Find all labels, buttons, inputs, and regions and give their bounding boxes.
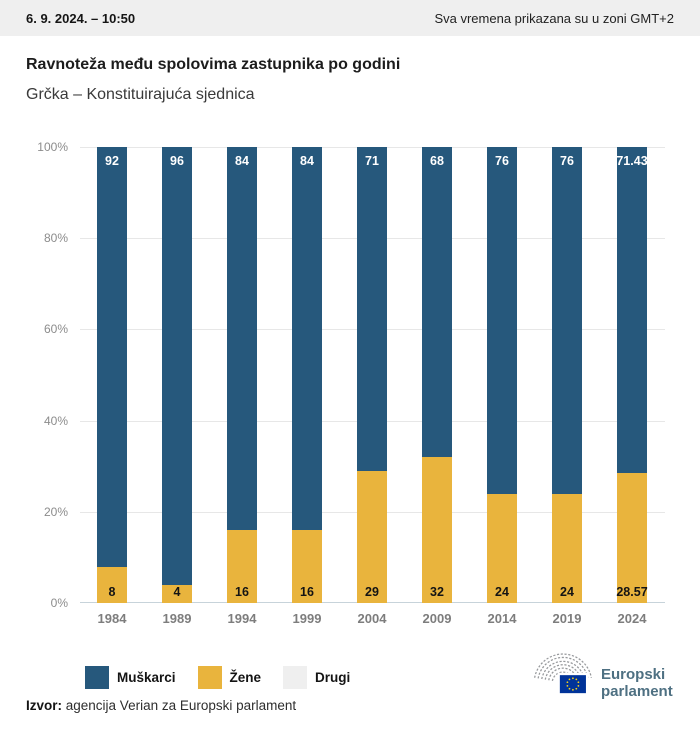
women-value-label: 4 [173, 585, 181, 599]
y-tick-label: 60% [43, 322, 68, 336]
bar-2009[interactable] [422, 147, 452, 603]
y-tick-label: 40% [43, 414, 68, 428]
source-label: Izvor: [26, 698, 63, 713]
women-value-label: 32 [430, 585, 444, 599]
legend-label-muskarci: Muškarci [117, 670, 176, 685]
women-value-label: 29 [365, 585, 379, 599]
y-tick-label: 20% [43, 505, 68, 519]
men-value-label: 96 [170, 154, 184, 168]
chart-subtitle: Grčka – Konstituirajuća sjednica [26, 86, 255, 103]
european-parliament-logo [527, 650, 692, 714]
legend-item-drugi[interactable] [283, 666, 350, 689]
bar-2014[interactable] [487, 147, 517, 603]
legend-label-zene: Žene [229, 670, 262, 685]
logo-line2: parlament [601, 683, 673, 700]
bar-segment-muskarci[interactable] [552, 147, 582, 494]
men-value-label: 71.43 [616, 154, 648, 168]
header-timezone-note: Sva vremena prikazana su u zoni GMT+2 [434, 10, 674, 26]
logo-wordmark [601, 666, 673, 700]
x-tick-label: 2004 [357, 611, 387, 626]
legend [85, 666, 350, 689]
women-value-label: 24 [560, 585, 574, 599]
x-tick-label: 1989 [162, 611, 192, 626]
men-value-label: 71 [365, 154, 379, 168]
x-tick-label: 2019 [552, 611, 582, 626]
bar-segment-zene[interactable] [617, 473, 647, 603]
women-value-label: 28.57 [616, 585, 648, 599]
men-value-label: 76 [560, 154, 574, 168]
x-tick-label: 2024 [617, 611, 647, 626]
x-tick-label: 1999 [292, 611, 322, 626]
legend-swatch-drugi [283, 666, 307, 689]
logo-line1: Europski [601, 666, 666, 683]
bar-1984[interactable] [97, 147, 127, 603]
bar-segment-muskarci[interactable] [617, 147, 647, 473]
bar-segment-muskarci[interactable] [227, 147, 257, 530]
men-value-label: 68 [430, 154, 444, 168]
legend-swatch-zene [198, 666, 222, 689]
bar-2024[interactable] [617, 147, 647, 603]
source-line [26, 698, 296, 713]
women-value-label: 24 [495, 585, 509, 599]
x-tick-label: 1994 [227, 611, 257, 626]
women-value-label: 8 [108, 585, 116, 599]
women-value-label: 16 [235, 585, 249, 599]
bar-segment-muskarci[interactable] [487, 147, 517, 494]
men-value-label: 76 [495, 154, 509, 168]
chart-title: Ravnoteža među spolovima zastupnika po godini [26, 56, 401, 73]
bar-segment-muskarci[interactable] [162, 147, 192, 585]
bar-segment-muskarci[interactable] [357, 147, 387, 471]
men-value-label: 84 [300, 154, 314, 168]
women-value-label: 16 [300, 585, 314, 599]
y-tick-label: 0% [50, 596, 68, 610]
bar-1999[interactable] [292, 147, 322, 603]
header-bar [0, 0, 700, 36]
plot-area [80, 147, 665, 626]
hemicycle-eu-flag-icon [527, 652, 599, 710]
bar-segment-muskarci[interactable] [292, 147, 322, 530]
bar-segment-muskarci[interactable] [422, 147, 452, 457]
legend-label-drugi: Drugi [315, 670, 351, 685]
men-value-label: 92 [105, 154, 119, 168]
source-text: agencija Verian za Europski parlament [62, 698, 297, 713]
bar-2019[interactable] [552, 147, 582, 603]
x-tick-label: 2014 [487, 611, 517, 626]
bar-segment-muskarci[interactable] [97, 147, 127, 567]
header-datetime: 6. 9. 2024. – 10:50 [26, 10, 136, 26]
y-axis [0, 140, 68, 610]
bar-1994[interactable] [227, 147, 257, 603]
legend-item-muskarci[interactable] [85, 666, 176, 689]
x-tick-label: 2009 [422, 611, 452, 626]
legend-item-zene[interactable] [198, 666, 262, 689]
legend-swatch-muskarci [85, 666, 109, 689]
bar-segment-zene[interactable] [422, 457, 452, 603]
bar-segment-zene[interactable] [357, 471, 387, 603]
bar-2004[interactable] [357, 147, 387, 603]
y-tick-label: 80% [43, 231, 68, 245]
men-value-label: 84 [235, 154, 249, 168]
x-tick-label: 1984 [97, 611, 127, 626]
y-tick-label: 100% [37, 140, 68, 154]
bar-1989[interactable] [162, 147, 192, 603]
